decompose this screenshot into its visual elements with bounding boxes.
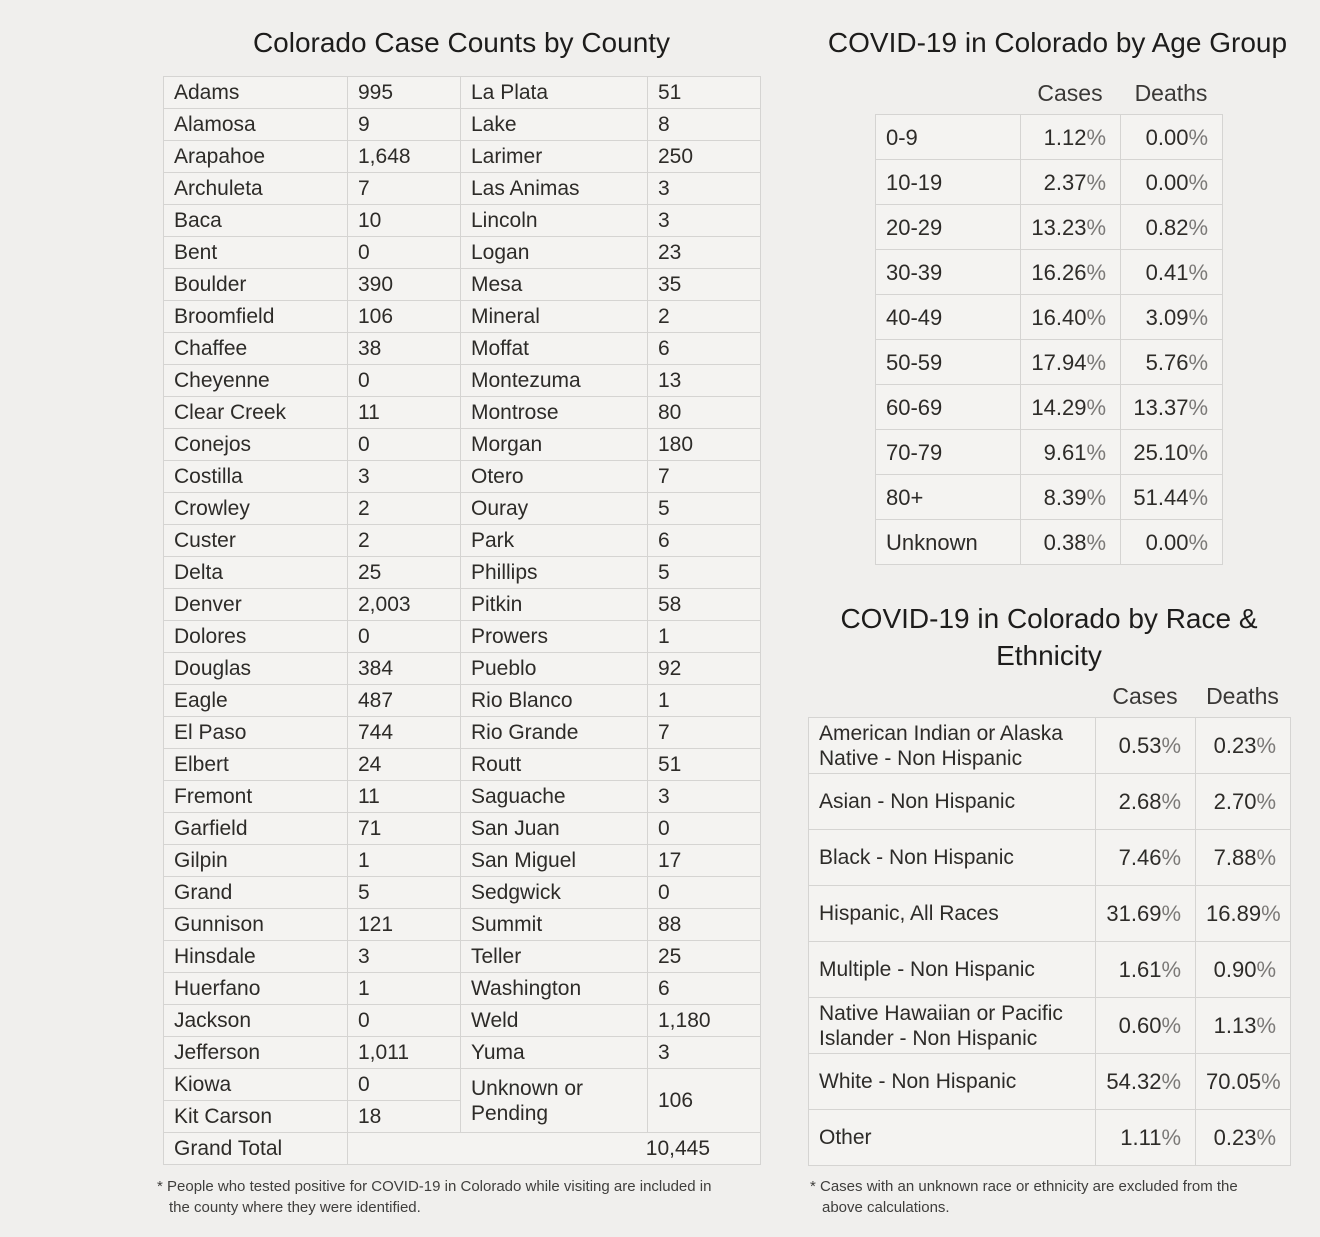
- table-row: [164, 877, 761, 909]
- percent-sign: %: [1086, 439, 1106, 465]
- case-count-cell: 11: [348, 781, 461, 813]
- percent-sign: %: [1086, 484, 1106, 510]
- percent-sign: %: [1188, 484, 1208, 510]
- county-name-cell: Kiowa: [164, 1069, 348, 1101]
- cases-percent-cell: 16.40%: [1021, 295, 1121, 340]
- race-ethnicity-cell: White - Non Hispanic: [809, 1054, 1096, 1110]
- age-cases-column-header: Cases: [1037, 80, 1103, 106]
- age-group-table: [875, 114, 1223, 565]
- age-group-cell: 70-79: [876, 430, 1021, 475]
- case-count-cell: 995: [348, 77, 461, 109]
- case-count-cell: 3: [648, 1037, 761, 1069]
- table-row: [809, 886, 1291, 942]
- race-ethnicity-cell: Hispanic, All Races: [809, 886, 1096, 942]
- county-name-cell: Douglas: [164, 653, 348, 685]
- case-count-cell: 0: [648, 813, 761, 845]
- case-count-cell: 0: [348, 621, 461, 653]
- table-row: [164, 717, 761, 749]
- percent-sign: %: [1256, 789, 1276, 814]
- county-name-cell: Elbert: [164, 749, 348, 781]
- county-name-cell: Bent: [164, 237, 348, 269]
- case-count-cell: 5: [648, 557, 761, 589]
- percent-sign: %: [1086, 394, 1106, 420]
- percent-sign: %: [1086, 124, 1106, 150]
- cases-percent-cell: 2.68%: [1096, 774, 1196, 830]
- deaths-percent-cell: 5.76%: [1121, 340, 1223, 385]
- county-name-cell: Las Animas: [461, 173, 648, 205]
- cases-percent-cell: 13.23%: [1021, 205, 1121, 250]
- race-ethnicity-cell: Other: [809, 1110, 1096, 1166]
- county-name-cell: Alamosa: [164, 109, 348, 141]
- table-row: [876, 385, 1223, 430]
- table-row: [876, 475, 1223, 520]
- county-name-cell: La Plata: [461, 77, 648, 109]
- case-count-cell: 1: [648, 685, 761, 717]
- case-count-cell: 1,180: [648, 1005, 761, 1037]
- county-name-cell: Unknown or Pending: [461, 1069, 648, 1133]
- table-row: [164, 397, 761, 429]
- case-count-cell: 180: [648, 429, 761, 461]
- county-name-cell: Gilpin: [164, 845, 348, 877]
- table-row: [164, 205, 761, 237]
- table-row: [164, 909, 761, 941]
- race-deaths-column-header: Deaths: [1206, 683, 1279, 709]
- county-name-cell: Moffat: [461, 333, 648, 365]
- case-count-cell: 1: [648, 621, 761, 653]
- percent-sign: %: [1256, 733, 1276, 758]
- age-group-cell: 30-39: [876, 250, 1021, 295]
- table-row: [876, 250, 1223, 295]
- case-count-cell: 3: [348, 461, 461, 493]
- percent-sign: %: [1161, 901, 1181, 926]
- table-row: [164, 589, 761, 621]
- county-name-cell: Broomfield: [164, 301, 348, 333]
- cases-percent-cell: 2.37%: [1021, 160, 1121, 205]
- county-name-cell: Garfield: [164, 813, 348, 845]
- age-group-cell: Unknown: [876, 520, 1021, 565]
- table-row: [164, 493, 761, 525]
- county-name-cell: San Miguel: [461, 845, 648, 877]
- percent-sign: %: [1261, 901, 1281, 926]
- percent-sign: %: [1256, 1013, 1276, 1038]
- deaths-percent-cell: 0.23%: [1196, 1110, 1291, 1166]
- county-name-cell: Lake: [461, 109, 648, 141]
- percent-sign: %: [1188, 529, 1208, 555]
- county-name-cell: Montezuma: [461, 365, 648, 397]
- table-row: [164, 973, 761, 1005]
- table-row: [876, 430, 1223, 475]
- county-name-cell: Jefferson: [164, 1037, 348, 1069]
- case-count-cell: 35: [648, 269, 761, 301]
- table-row: [164, 813, 761, 845]
- cases-percent-cell: 0.60%: [1096, 998, 1196, 1054]
- county-name-cell: Rio Blanco: [461, 685, 648, 717]
- deaths-percent-cell: 51.44%: [1121, 475, 1223, 520]
- table-row: [809, 998, 1291, 1054]
- table-row: [876, 205, 1223, 250]
- percent-sign: %: [1161, 1013, 1181, 1038]
- cases-percent-cell: 9.61%: [1021, 430, 1121, 475]
- county-name-cell: Morgan: [461, 429, 648, 461]
- race-ethnicity-cell: Multiple - Non Hispanic: [809, 942, 1096, 998]
- percent-sign: %: [1188, 349, 1208, 375]
- table-row: [876, 115, 1223, 160]
- case-count-cell: 0: [348, 1069, 461, 1101]
- table-row: [164, 109, 761, 141]
- table-row: [809, 774, 1291, 830]
- case-count-cell: 25: [348, 557, 461, 589]
- age-group-cell: 40-49: [876, 295, 1021, 340]
- case-count-cell: 58: [648, 589, 761, 621]
- case-count-cell: 71: [348, 813, 461, 845]
- cases-percent-cell: 1.12%: [1021, 115, 1121, 160]
- county-name-cell: Prowers: [461, 621, 648, 653]
- county-name-cell: Yuma: [461, 1037, 648, 1069]
- case-count-cell: 2: [348, 525, 461, 557]
- table-row: [164, 141, 761, 173]
- cases-percent-cell: 31.69%: [1096, 886, 1196, 942]
- county-name-cell: Pitkin: [461, 589, 648, 621]
- case-count-cell: 3: [648, 205, 761, 237]
- county-name-cell: Rio Grande: [461, 717, 648, 749]
- case-count-cell: 10: [348, 205, 461, 237]
- county-name-cell: Washington: [461, 973, 648, 1005]
- cases-percent-cell: 1.11%: [1096, 1110, 1196, 1166]
- case-count-cell: 11: [348, 397, 461, 429]
- percent-sign: %: [1161, 1069, 1181, 1094]
- cases-percent-cell: 17.94%: [1021, 340, 1121, 385]
- percent-sign: %: [1086, 214, 1106, 240]
- table-row: [164, 365, 761, 397]
- table-row: [164, 941, 761, 973]
- case-count-cell: 384: [348, 653, 461, 685]
- age-table-title: COVID-19 in Colorado by Age Group: [827, 27, 1288, 58]
- county-name-cell: Dolores: [164, 621, 348, 653]
- cases-percent-cell: 14.29%: [1021, 385, 1121, 430]
- county-name-cell: Arapahoe: [164, 141, 348, 173]
- deaths-percent-cell: 16.89%: [1196, 886, 1291, 942]
- percent-sign: %: [1086, 304, 1106, 330]
- age-group-cell: 20-29: [876, 205, 1021, 250]
- table-row: [164, 1069, 761, 1101]
- percent-sign: %: [1161, 789, 1181, 814]
- table-row: [164, 685, 761, 717]
- table-row: [164, 1005, 761, 1037]
- county-name-cell: Eagle: [164, 685, 348, 717]
- deaths-percent-cell: 0.23%: [1196, 718, 1291, 774]
- county-name-cell: Conejos: [164, 429, 348, 461]
- county-name-cell: Adams: [164, 77, 348, 109]
- table-row: [164, 557, 761, 589]
- case-count-cell: 744: [348, 717, 461, 749]
- case-count-cell: 51: [648, 749, 761, 781]
- county-name-cell: Ouray: [461, 493, 648, 525]
- case-count-cell: 0: [348, 429, 461, 461]
- race-footnote: * Cases with an unknown race or ethnicity are excluded from the above calculations.: [810, 1178, 1238, 1216]
- case-count-cell: 23: [648, 237, 761, 269]
- case-count-cell: 51: [648, 77, 761, 109]
- deaths-percent-cell: 0.00%: [1121, 115, 1223, 160]
- table-row: [164, 173, 761, 205]
- age-deaths-column-header: Deaths: [1134, 80, 1208, 106]
- age-group-cell: 80+: [876, 475, 1021, 520]
- percent-sign: %: [1188, 259, 1208, 285]
- county-name-cell: Lincoln: [461, 205, 648, 237]
- deaths-percent-cell: 0.00%: [1121, 160, 1223, 205]
- county-name-cell: Archuleta: [164, 173, 348, 205]
- case-count-cell: 106: [648, 1069, 761, 1133]
- table-row: [809, 1054, 1291, 1110]
- case-count-cell: 0: [648, 877, 761, 909]
- grand-total-label: Grand Total: [164, 1133, 348, 1165]
- county-name-cell: Saguache: [461, 781, 648, 813]
- county-name-cell: Chaffee: [164, 333, 348, 365]
- race-cases-column-header: Cases: [1112, 683, 1178, 709]
- percent-sign: %: [1086, 259, 1106, 285]
- county-name-cell: Summit: [461, 909, 648, 941]
- case-count-cell: 5: [648, 493, 761, 525]
- case-count-cell: 38: [348, 333, 461, 365]
- case-count-cell: 24: [348, 749, 461, 781]
- county-case-table: [163, 76, 761, 1165]
- table-row: [164, 333, 761, 365]
- case-count-cell: 3: [648, 781, 761, 813]
- case-count-cell: 88: [648, 909, 761, 941]
- county-table-body: [164, 77, 761, 1165]
- age-group-cell: 50-59: [876, 340, 1021, 385]
- case-count-cell: 1: [348, 845, 461, 877]
- percent-sign: %: [1161, 845, 1181, 870]
- race-table-title: COVID-19 in Colorado by Race & Ethnicity: [840, 603, 1258, 671]
- case-count-cell: 0: [348, 365, 461, 397]
- deaths-percent-cell: 13.37%: [1121, 385, 1223, 430]
- case-count-cell: 92: [648, 653, 761, 685]
- county-name-cell: Weld: [461, 1005, 648, 1037]
- county-name-cell: Baca: [164, 205, 348, 237]
- age-group-cell: 60-69: [876, 385, 1021, 430]
- county-name-cell: Jackson: [164, 1005, 348, 1037]
- county-name-cell: Denver: [164, 589, 348, 621]
- deaths-percent-cell: 25.10%: [1121, 430, 1223, 475]
- cases-percent-cell: 1.61%: [1096, 942, 1196, 998]
- table-row: [164, 77, 761, 109]
- case-count-cell: 6: [648, 973, 761, 1005]
- table-row: [164, 749, 761, 781]
- county-table-title: Colorado Case Counts by County: [252, 27, 671, 58]
- percent-sign: %: [1161, 957, 1181, 982]
- percent-sign: %: [1256, 845, 1276, 870]
- percent-sign: %: [1086, 349, 1106, 375]
- cases-percent-cell: 7.46%: [1096, 830, 1196, 886]
- county-name-cell: Cheyenne: [164, 365, 348, 397]
- table-row: [164, 1037, 761, 1069]
- case-count-cell: 6: [648, 525, 761, 557]
- county-name-cell: Delta: [164, 557, 348, 589]
- table-row: [164, 269, 761, 301]
- cases-percent-cell: 54.32%: [1096, 1054, 1196, 1110]
- percent-sign: %: [1188, 214, 1208, 240]
- race-ethnicity-cell: Native Hawaiian or Pacific Islander - Non Hispanic: [809, 998, 1096, 1054]
- county-name-cell: Larimer: [461, 141, 648, 173]
- county-name-cell: Montrose: [461, 397, 648, 429]
- deaths-percent-cell: 3.09%: [1121, 295, 1223, 340]
- table-row: [164, 1133, 761, 1165]
- deaths-percent-cell: 70.05%: [1196, 1054, 1291, 1110]
- table-row: [809, 942, 1291, 998]
- case-count-cell: 6: [648, 333, 761, 365]
- county-name-cell: Teller: [461, 941, 648, 973]
- county-name-cell: Crowley: [164, 493, 348, 525]
- county-name-cell: Gunnison: [164, 909, 348, 941]
- case-count-cell: 13: [648, 365, 761, 397]
- county-name-cell: El Paso: [164, 717, 348, 749]
- percent-sign: %: [1261, 1069, 1281, 1094]
- case-count-cell: 3: [348, 941, 461, 973]
- table-row: [164, 429, 761, 461]
- county-name-cell: Otero: [461, 461, 648, 493]
- county-name-cell: Pueblo: [461, 653, 648, 685]
- case-count-cell: 2: [648, 301, 761, 333]
- age-table-body: [876, 115, 1223, 565]
- case-count-cell: 0: [348, 1005, 461, 1037]
- cases-percent-cell: 8.39%: [1021, 475, 1121, 520]
- case-count-cell: 1,011: [348, 1037, 461, 1069]
- cases-percent-cell: 16.26%: [1021, 250, 1121, 295]
- county-name-cell: Mineral: [461, 301, 648, 333]
- table-row: [876, 295, 1223, 340]
- county-name-cell: Clear Creek: [164, 397, 348, 429]
- percent-sign: %: [1086, 529, 1106, 555]
- table-row: [164, 845, 761, 877]
- case-count-cell: 7: [648, 717, 761, 749]
- cases-percent-cell: 0.38%: [1021, 520, 1121, 565]
- case-count-cell: 80: [648, 397, 761, 429]
- age-group-cell: 0-9: [876, 115, 1021, 160]
- county-name-cell: Hinsdale: [164, 941, 348, 973]
- percent-sign: %: [1188, 439, 1208, 465]
- case-count-cell: 17: [648, 845, 761, 877]
- percent-sign: %: [1188, 124, 1208, 150]
- county-name-cell: Logan: [461, 237, 648, 269]
- case-count-cell: 1,648: [348, 141, 461, 173]
- case-count-cell: 5: [348, 877, 461, 909]
- table-row: [809, 830, 1291, 886]
- table-row: [876, 520, 1223, 565]
- table-row: [164, 237, 761, 269]
- table-row: [164, 525, 761, 557]
- case-count-cell: 250: [648, 141, 761, 173]
- table-row: [876, 160, 1223, 205]
- county-name-cell: Mesa: [461, 269, 648, 301]
- case-count-cell: 390: [348, 269, 461, 301]
- case-count-cell: 3: [648, 173, 761, 205]
- case-count-cell: 7: [648, 461, 761, 493]
- case-count-cell: 8: [648, 109, 761, 141]
- race-ethnicity-table: [808, 717, 1291, 1166]
- race-table-body: [809, 718, 1291, 1166]
- case-count-cell: 7: [348, 173, 461, 205]
- county-name-cell: Kit Carson: [164, 1101, 348, 1133]
- case-count-cell: 106: [348, 301, 461, 333]
- county-name-cell: Huerfano: [164, 973, 348, 1005]
- county-name-cell: Custer: [164, 525, 348, 557]
- case-count-cell: 121: [348, 909, 461, 941]
- case-count-cell: 18: [348, 1101, 461, 1133]
- deaths-percent-cell: 0.00%: [1121, 520, 1223, 565]
- county-name-cell: Sedgwick: [461, 877, 648, 909]
- deaths-percent-cell: 0.90%: [1196, 942, 1291, 998]
- percent-sign: %: [1161, 733, 1181, 758]
- grand-total-value: 10,445: [348, 1133, 761, 1165]
- county-name-cell: Park: [461, 525, 648, 557]
- county-name-cell: San Juan: [461, 813, 648, 845]
- race-ethnicity-cell: American Indian or Alaska Native - Non Hispanic: [809, 718, 1096, 774]
- percent-sign: %: [1188, 394, 1208, 420]
- table-row: [876, 340, 1223, 385]
- county-name-cell: Routt: [461, 749, 648, 781]
- county-name-cell: Fremont: [164, 781, 348, 813]
- table-row: [164, 653, 761, 685]
- race-ethnicity-cell: Black - Non Hispanic: [809, 830, 1096, 886]
- table-row: [809, 1110, 1291, 1166]
- deaths-percent-cell: 1.13%: [1196, 998, 1291, 1054]
- case-count-cell: 2: [348, 493, 461, 525]
- percent-sign: %: [1161, 1125, 1181, 1150]
- table-row: [164, 461, 761, 493]
- table-row: [164, 781, 761, 813]
- percent-sign: %: [1256, 1125, 1276, 1150]
- race-ethnicity-cell: Asian - Non Hispanic: [809, 774, 1096, 830]
- table-row: [164, 301, 761, 333]
- case-count-cell: 1: [348, 973, 461, 1005]
- case-count-cell: 2,003: [348, 589, 461, 621]
- percent-sign: %: [1188, 304, 1208, 330]
- county-name-cell: Costilla: [164, 461, 348, 493]
- age-group-cell: 10-19: [876, 160, 1021, 205]
- percent-sign: %: [1188, 169, 1208, 195]
- county-name-cell: Phillips: [461, 557, 648, 589]
- county-footnote: * People who tested positive for COVID-19 in Colorado while visiting are included in the county where they were identified.: [157, 1178, 712, 1216]
- percent-sign: %: [1256, 957, 1276, 982]
- deaths-percent-cell: 7.88%: [1196, 830, 1291, 886]
- case-count-cell: 0: [348, 237, 461, 269]
- case-count-cell: 25: [648, 941, 761, 973]
- table-row: [809, 718, 1291, 774]
- table-row: [164, 621, 761, 653]
- county-name-cell: Boulder: [164, 269, 348, 301]
- county-name-cell: Grand: [164, 877, 348, 909]
- cases-percent-cell: 0.53%: [1096, 718, 1196, 774]
- deaths-percent-cell: 0.82%: [1121, 205, 1223, 250]
- deaths-percent-cell: 0.41%: [1121, 250, 1223, 295]
- case-count-cell: 9: [348, 109, 461, 141]
- deaths-percent-cell: 2.70%: [1196, 774, 1291, 830]
- case-count-cell: 487: [348, 685, 461, 717]
- percent-sign: %: [1086, 169, 1106, 195]
